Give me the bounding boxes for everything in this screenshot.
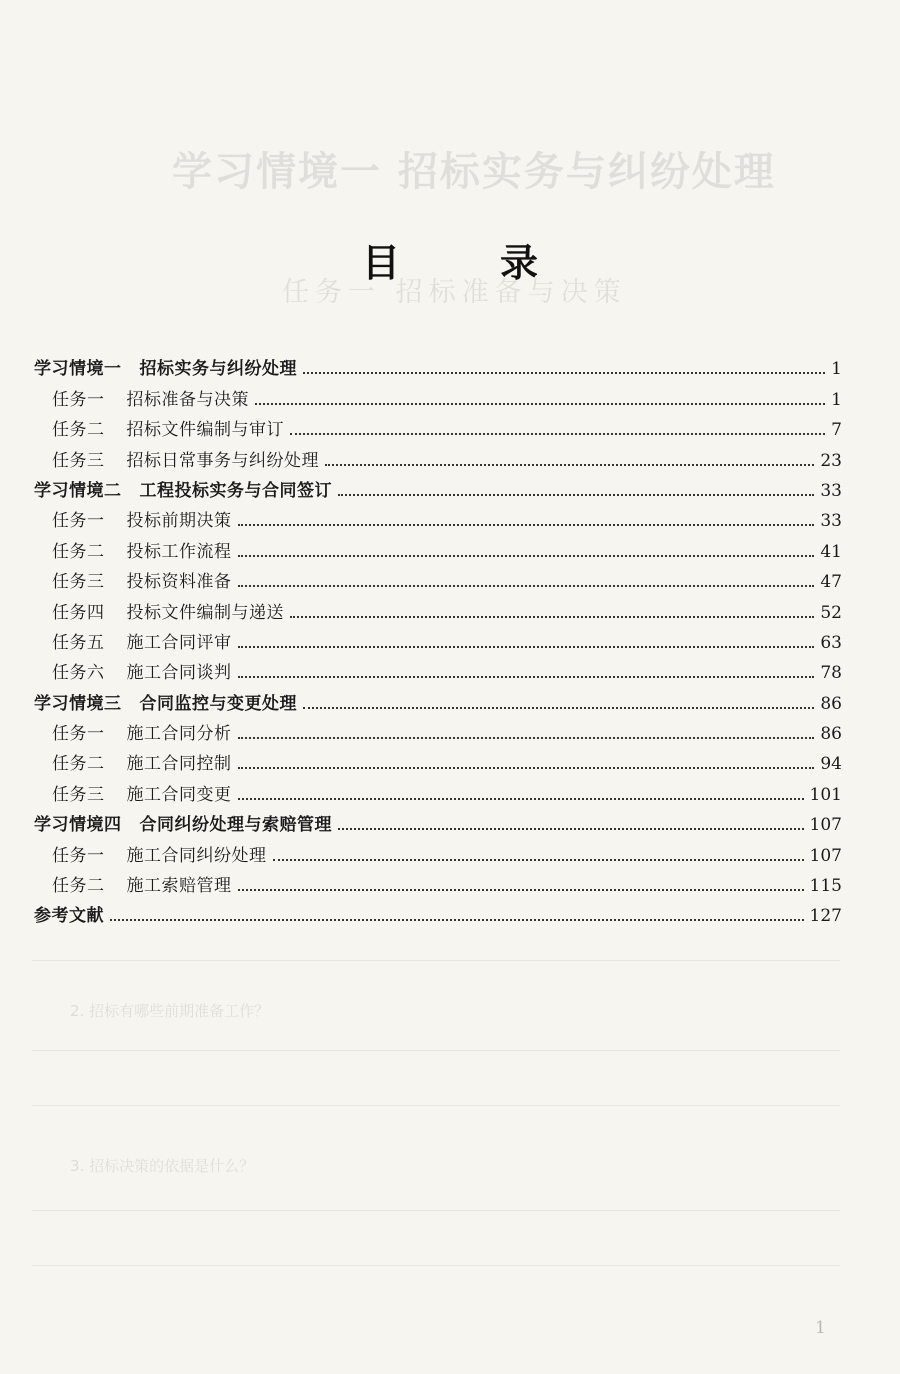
toc-chapter-row[interactable]	[32, 471, 842, 501]
dot-leader	[238, 767, 815, 769]
dot-leader	[238, 737, 815, 739]
toc-page-number: 47	[820, 572, 842, 593]
toc-entry-title: 参考文献	[34, 906, 104, 927]
dot-leader	[273, 859, 804, 861]
dot-leader	[290, 616, 814, 618]
toc-entry-label	[52, 506, 232, 531]
toc-section-row[interactable]	[32, 592, 842, 622]
dot-leader	[238, 889, 804, 891]
dot-leader	[238, 585, 815, 587]
toc-entry-number: 任务五	[52, 632, 105, 653]
toc-entry-title: 施工索赔管理	[126, 876, 232, 897]
toc-entry-number: 任务一	[52, 845, 105, 866]
toc-section-row[interactable]	[32, 714, 842, 744]
toc-entry-number: 任务六	[52, 663, 105, 684]
toc-page-number: 86	[820, 693, 842, 714]
toc-entry-number: 任务二	[52, 420, 105, 441]
toc-section-row[interactable]	[32, 744, 842, 774]
toc-entry-label	[52, 780, 232, 805]
toc-section-row[interactable]	[32, 835, 842, 865]
toc-entry-title: 施工合同谈判	[126, 663, 232, 684]
dot-leader	[325, 464, 814, 466]
ghost-rule	[32, 1265, 840, 1266]
toc-section-row[interactable]	[32, 440, 842, 470]
toc-entry-title: 招标准备与决策	[126, 389, 249, 410]
dot-leader	[255, 403, 825, 405]
toc-entry-label	[52, 749, 232, 774]
toc-entry-title: 投标文件编制与递送	[126, 602, 284, 623]
ghost-title: 学习情境一 招标实务与纠纷处理	[172, 149, 776, 195]
toc-entry-title: 合同监控与变更处理	[139, 693, 297, 714]
toc-entry-number: 任务三	[52, 450, 105, 471]
toc-heading: 目录	[361, 241, 638, 285]
toc-page-number: 1	[831, 359, 842, 380]
dot-leader	[238, 555, 815, 557]
toc-section-row[interactable]	[32, 623, 842, 653]
toc-entry-title: 招标实务与纠纷处理	[139, 359, 297, 380]
toc-page-number: 23	[820, 450, 842, 471]
toc-entry-number: 任务一	[52, 724, 105, 745]
toc-entry-label	[52, 598, 284, 623]
dot-leader	[238, 676, 815, 678]
toc-chapter-row[interactable]	[32, 349, 842, 379]
toc-page-number: 115	[809, 876, 842, 897]
toc-entry-label	[52, 537, 232, 562]
toc-entry-number: 任务二	[52, 754, 105, 775]
toc-entry-label	[34, 689, 297, 714]
toc-section-row[interactable]	[32, 501, 842, 531]
dot-leader	[238, 646, 815, 648]
dot-leader	[338, 828, 804, 830]
toc-entry-title: 施工合同纠纷处理	[126, 845, 267, 866]
toc-entry-title: 投标资料准备	[126, 572, 232, 593]
dot-leader	[290, 433, 825, 435]
toc-entry-label	[52, 415, 284, 440]
toc-entry-label	[52, 567, 232, 592]
dot-leader	[338, 494, 814, 496]
table-of-contents	[32, 349, 842, 926]
dot-leader	[238, 524, 815, 526]
toc-page-number: 63	[820, 632, 842, 653]
toc-entry-label	[52, 871, 232, 896]
toc-entry-number: 任务四	[52, 602, 105, 623]
toc-entry-number: 任务二	[52, 541, 105, 562]
dot-leader	[303, 707, 814, 709]
toc-entry-number: 任务三	[52, 572, 105, 593]
toc-chapter-row[interactable]	[32, 683, 842, 713]
toc-entry-label	[52, 628, 232, 653]
toc-page-number: 7	[831, 420, 842, 441]
toc-entry-title: 施工合同评审	[126, 632, 232, 653]
toc-entry-label	[52, 719, 232, 744]
toc-page-number: 127	[809, 906, 842, 927]
dot-leader	[303, 372, 825, 374]
ghost-rule	[32, 1050, 840, 1051]
toc-entry-label	[52, 658, 232, 683]
toc-section-row[interactable]	[32, 410, 842, 440]
toc-entry-title: 施工合同分析	[126, 724, 232, 745]
toc-page-number: 78	[820, 663, 842, 684]
toc-section-row[interactable]	[32, 379, 842, 409]
toc-entry-label	[52, 841, 267, 866]
dot-leader	[110, 919, 804, 921]
toc-chapter-row[interactable]	[32, 805, 842, 835]
toc-page-number: 94	[820, 754, 842, 775]
toc-entry-number: 任务一	[52, 389, 105, 410]
ghost-subtitle: 任务一 招标准备与决策	[282, 277, 627, 308]
toc-section-row[interactable]	[32, 866, 842, 896]
toc-entry-number: 学习情境二	[34, 480, 122, 501]
ghost-question-2: 2. 招标有哪些前期准备工作？	[70, 1002, 270, 1020]
toc-entry-title: 合同纠纷处理与索赔管理	[139, 815, 332, 836]
toc-entry-title: 投标前期决策	[126, 511, 232, 532]
ghost-question-3: 3. 招标决策的依据是什么？	[70, 1157, 255, 1175]
toc-entry-title: 招标文件编制与审订	[126, 420, 284, 441]
toc-entry-title: 投标工作流程	[126, 541, 232, 562]
toc-entry-label	[34, 354, 297, 379]
toc-entry-label	[52, 446, 319, 471]
ghost-rule	[32, 1210, 840, 1211]
toc-page-number: 33	[820, 511, 842, 532]
toc-entry-number: 学习情境四	[34, 815, 122, 836]
toc-entry-number: 任务二	[52, 876, 105, 897]
toc-entry-number: 任务三	[52, 784, 105, 805]
toc-page-number: 107	[809, 815, 842, 836]
toc-section-row[interactable]	[32, 653, 842, 683]
toc-page-number: 1	[831, 389, 842, 410]
toc-section-row[interactable]	[32, 531, 842, 561]
toc-page-number: 52	[820, 602, 842, 623]
page-number: 1	[815, 1318, 826, 1338]
ghost-rule	[32, 960, 840, 961]
toc-entry-title: 招标日常事务与纠纷处理	[126, 450, 319, 471]
toc-section-row[interactable]	[32, 562, 842, 592]
toc-entry-number: 任务一	[52, 511, 105, 532]
toc-page-number: 33	[820, 480, 842, 501]
toc-page-number: 86	[820, 724, 842, 745]
toc-page-number: 101	[809, 784, 842, 805]
toc-entry-title: 施工合同变更	[126, 784, 232, 805]
toc-entry-title: 施工合同控制	[126, 754, 232, 775]
toc-entry-number: 学习情境一	[34, 359, 122, 380]
toc-references-row[interactable]	[32, 896, 842, 926]
toc-entry-number: 学习情境三	[34, 693, 122, 714]
toc-entry-label	[52, 385, 249, 410]
ghost-rule	[32, 1105, 840, 1106]
toc-page-number: 41	[820, 541, 842, 562]
toc-section-row[interactable]	[32, 774, 842, 804]
toc-page-number: 107	[809, 845, 842, 866]
toc-entry-label	[34, 810, 332, 835]
toc-entry-title: 工程投标实务与合同签订	[139, 480, 332, 501]
toc-entry-label	[34, 476, 332, 501]
toc-entry-label	[34, 901, 104, 926]
dot-leader	[238, 798, 804, 800]
